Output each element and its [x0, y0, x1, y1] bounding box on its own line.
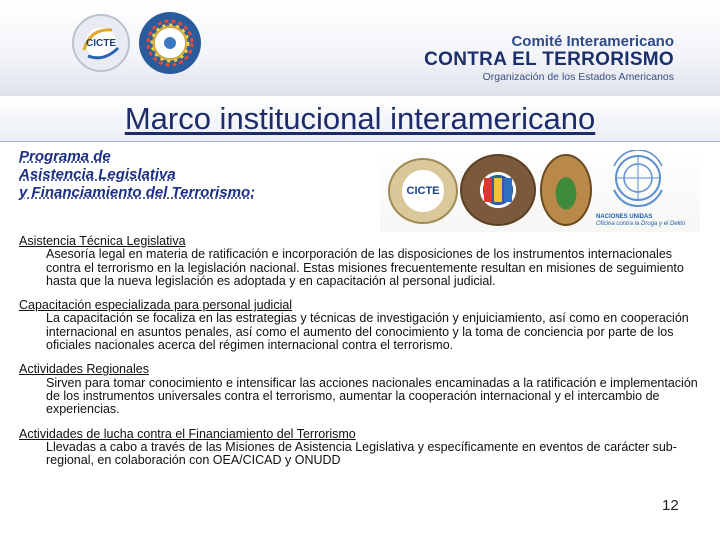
- un-caption-subtitle: Oficina contra la Droga y el Delito: [596, 221, 686, 227]
- program-title-line: Programa de: [19, 148, 111, 165]
- organization-title: [424, 34, 674, 83]
- org-name-line2: CONTRA EL TERRORISMO: [424, 48, 674, 70]
- section-body: Asesoría legal en materia de ratificación e incorporación de las disposiciones de los instrumentos internacionales contra el terrorismo en la legislación nacional. Estas misiones frecuentemente resultan en misiones de seguimiento hasta que la nueva legislación es adoptada y en capacitación al personal judicial.: [46, 247, 684, 288]
- page-number: 12: [662, 497, 679, 514]
- section-judicial-training: [19, 299, 707, 352]
- section-body: Llevadas a cabo a través de las Misiones de Asistencia Legislativa y específicamente en eventos de carácter sub-regional, en colaboración con OEA/CICAD y ONUDD: [46, 439, 677, 468]
- program-title: [19, 148, 255, 202]
- content-sections: [19, 235, 707, 478]
- oas-flags-icon: [145, 18, 195, 68]
- cicte-seal-text: CICTE: [406, 185, 440, 197]
- oas-seal-logo: [139, 12, 201, 74]
- section-body: La capacitación se focaliza en las estrategias y técnicas de investigación y enjuiciamiento, así como en cooperación internacional en asuntos penales, así como el aumento del conocimiento y la toma de conciencia por parte de los oficiales nacionales acerca del régimen internacional contra el terrorismo.: [46, 311, 689, 353]
- flags-emblem-icon: [480, 172, 516, 208]
- un-caption-title: NACIONES UNIDAS: [596, 214, 653, 220]
- title-divider: [0, 141, 720, 142]
- cicte-seal-logo: [388, 158, 458, 224]
- program-title-line: y Financiamiento del Terrorismo:: [19, 184, 256, 201]
- section-body: Sirven para tomar conocimiento e intensificar las acciones nacionales encaminadas a la ratificación e implementación de los instrumentos universales contra el terrorismo, aumentar la cooperación internacional y el intercambio de experiencias.: [46, 375, 698, 417]
- section-heading: Actividades de lucha contra el Financiamiento del Terrorismo: [19, 426, 356, 441]
- cicad-emblem-logo: [540, 154, 592, 226]
- program-title-line: Asistencia Legislativa: [19, 166, 176, 183]
- un-emblem-icon: [608, 150, 668, 208]
- un-caption: [596, 214, 700, 228]
- section-financing-activities: [19, 428, 707, 468]
- cicte-logo-text: CICTE: [86, 38, 116, 49]
- section-regional-activities: [19, 363, 707, 416]
- section-heading: Actividades Regionales: [19, 362, 149, 377]
- section-heading: Asistencia Técnica Legislativa: [19, 234, 186, 248]
- section-technical-assistance: [19, 235, 707, 288]
- partner-logos: [380, 148, 700, 232]
- cicte-logo: [72, 14, 130, 72]
- section-heading: Capacitación especializada para personal judicial: [19, 298, 293, 313]
- org-name-line1: Comité Interamericano: [511, 33, 674, 50]
- oas-emblem-logo: [460, 154, 536, 226]
- slide-title: Marco institucional interamericano: [124, 101, 596, 136]
- org-name-line3: Organización de los Estados Americanos: [482, 70, 674, 83]
